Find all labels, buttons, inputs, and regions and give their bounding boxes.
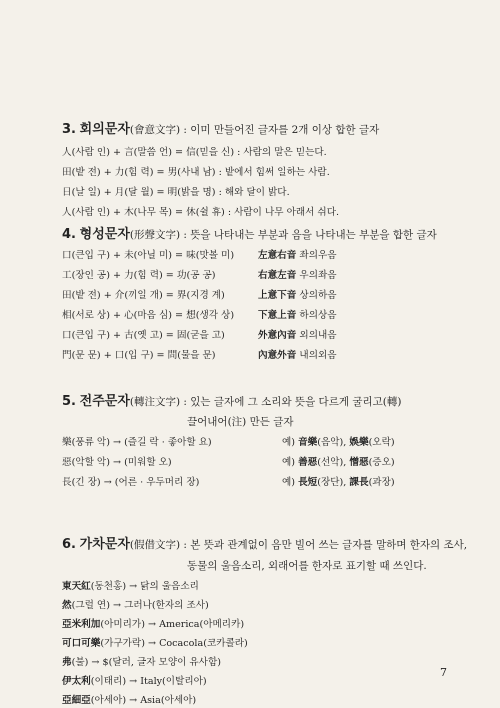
example-prefix: 예) xyxy=(282,477,299,488)
example-row: 田(밭 전) + 介(끼일 개) = 界(지경 계) xyxy=(62,290,225,301)
section-4-heading xyxy=(62,226,437,243)
example-pattern xyxy=(258,349,337,363)
example-meaning: (가구가락) → Cocacola(코카콜라) xyxy=(100,638,248,649)
example-word: 伊太利 xyxy=(62,676,91,687)
section-title: 가차문자 xyxy=(79,537,130,552)
example-word: 娛樂 xyxy=(349,437,369,448)
example-row xyxy=(62,675,207,689)
pattern-hanja: 內意外音 xyxy=(258,350,297,361)
pattern-reading: 좌의우음 xyxy=(296,250,337,261)
pattern-reading: 상의하음 xyxy=(296,290,337,301)
section-number: 5. xyxy=(62,394,76,409)
example-row: 口(큰입 구) + 未(아닐 미) = 味(맛볼 미) xyxy=(62,250,235,261)
section-hanja: (轉注文字) xyxy=(129,396,181,408)
section-description: : 있는 글자에 그 소리와 뜻을 다르게 굴리고(轉) xyxy=(180,396,402,408)
example-prefix: 예) xyxy=(282,457,299,468)
section-description-continued: 끌어내어(注) 만든 글자 xyxy=(187,416,294,428)
section-hanja: (會意文字) xyxy=(129,124,181,136)
section-description: : 뜻을 나타내는 부분과 음을 나타내는 부분을 합한 글자 xyxy=(180,229,437,241)
section-number: 4. xyxy=(62,227,76,242)
example-row xyxy=(62,599,209,613)
example-usage xyxy=(282,456,395,470)
example-meaning: (불) → $(달러, 글자 모양이 유사함) xyxy=(71,657,221,668)
example-meaning: (이태리) → Italy(이탈리아) xyxy=(90,676,207,687)
section-6-title-line xyxy=(62,536,467,553)
section-description: : 본 뜻과 관계없이 음만 빌어 쓰는 글자를 말하며 한자의 조사, xyxy=(180,539,468,551)
pattern-hanja: 上意下音 xyxy=(258,290,297,301)
example-pattern xyxy=(258,289,337,303)
example-row: 相(서로 상) + 心(마음 심) = 想(생각 상) xyxy=(62,310,235,321)
example-row: 樂(풍류 악) → (즐길 락 · 좋아할 요) xyxy=(62,437,212,448)
example-reading: (음악), xyxy=(317,437,350,448)
example-row xyxy=(62,656,221,670)
example-meaning: (동천홍) → 닭의 울음소리 xyxy=(90,581,199,592)
example-word: 善惡 xyxy=(298,457,318,468)
example-row: 日(날 일) + 月(달 월) = 明(밝을 명) : 해와 달이 밝다. xyxy=(62,187,290,198)
section-number: 3. xyxy=(62,122,76,137)
example-pattern xyxy=(258,309,337,323)
example-word: 亞細亞 xyxy=(62,695,91,706)
section-title: 전주문자 xyxy=(79,394,130,409)
example-meaning: (아세아) → Asia(아세아) xyxy=(90,695,197,706)
example-row: 惡(악할 악) → (미워할 오) xyxy=(62,457,172,468)
example-row xyxy=(62,694,196,708)
section-title: 형성문자 xyxy=(79,227,130,242)
example-row: 口(큰입 구) + 古(옛 고) = 固(굳을 고) xyxy=(62,330,225,341)
pattern-reading: 외의내음 xyxy=(296,330,337,341)
example-word: 然 xyxy=(62,600,72,611)
example-word: 可口可樂 xyxy=(62,638,101,649)
example-row xyxy=(62,637,248,651)
example-usage xyxy=(282,436,395,450)
pattern-reading: 하의상음 xyxy=(296,310,337,321)
example-prefix: 예) xyxy=(282,437,299,448)
example-pattern xyxy=(258,249,337,263)
section-hanja: (形聲文字) xyxy=(129,229,181,241)
section-5-heading xyxy=(62,393,401,410)
example-row: 門(문 문) + 口(입 구) = 問(물을 문) xyxy=(62,350,216,361)
page-number: 7 xyxy=(440,666,447,679)
example-pattern xyxy=(258,269,337,283)
example-word: 音樂 xyxy=(298,437,318,448)
pattern-hanja: 左意右音 xyxy=(258,250,297,261)
example-word: 憎惡 xyxy=(349,457,369,468)
example-row: 人(사람 인) + 言(말씀 언) = 信(믿을 신) : 사람의 말은 믿는다. xyxy=(62,147,327,158)
section-description: : 이미 만들어진 글자를 2개 이상 합한 글자 xyxy=(180,124,380,136)
example-word: 亞米利加 xyxy=(62,619,101,630)
example-row xyxy=(62,580,199,594)
pattern-hanja: 下意上音 xyxy=(258,310,297,321)
example-row: 田(밭 전) + 力(힘 력) = 男(사내 남) : 밭에서 힘써 일하는 사람. xyxy=(62,167,330,178)
example-row: 人(사람 인) + 木(나무 목) = 休(쉴 휴) : 사람이 나무 아래서 쉬다. xyxy=(62,207,340,218)
example-reading: (오락) xyxy=(368,437,395,448)
example-pattern xyxy=(258,329,337,343)
pattern-hanja: 外意內音 xyxy=(258,330,297,341)
pattern-hanja: 右意左音 xyxy=(258,270,297,281)
section-3-heading xyxy=(62,121,379,138)
section-hanja: (假借文字) xyxy=(129,539,181,551)
example-row: 工(장인 공) + 力(힘 력) = 功(공 공) xyxy=(62,270,216,281)
example-word: 弗 xyxy=(62,657,72,668)
example-meaning: (아미리가) → America(아메리카) xyxy=(100,619,245,630)
example-row xyxy=(62,618,244,632)
section-number: 6. xyxy=(62,537,76,552)
example-word: 長短 xyxy=(298,477,318,488)
section-title: 회의문자 xyxy=(79,122,130,137)
example-reading: (선악), xyxy=(317,457,350,468)
example-meaning: (그럴 연) → 그러나(한자의 조사) xyxy=(71,600,209,611)
example-word: 課長 xyxy=(349,477,369,488)
pattern-reading: 내의외음 xyxy=(296,350,337,361)
example-word: 東天紅 xyxy=(62,581,91,592)
example-usage xyxy=(282,476,395,490)
example-reading: (과장) xyxy=(368,477,395,488)
example-reading: (증오) xyxy=(368,457,395,468)
pattern-reading: 우의좌음 xyxy=(296,270,337,281)
section-description-continued: 동물의 울음소리, 외래어를 한자로 표기할 때 쓰인다. xyxy=(187,560,427,572)
example-reading: (장단), xyxy=(317,477,350,488)
example-row: 長(긴 장) → (어른 · 우두머리 장) xyxy=(62,477,200,488)
